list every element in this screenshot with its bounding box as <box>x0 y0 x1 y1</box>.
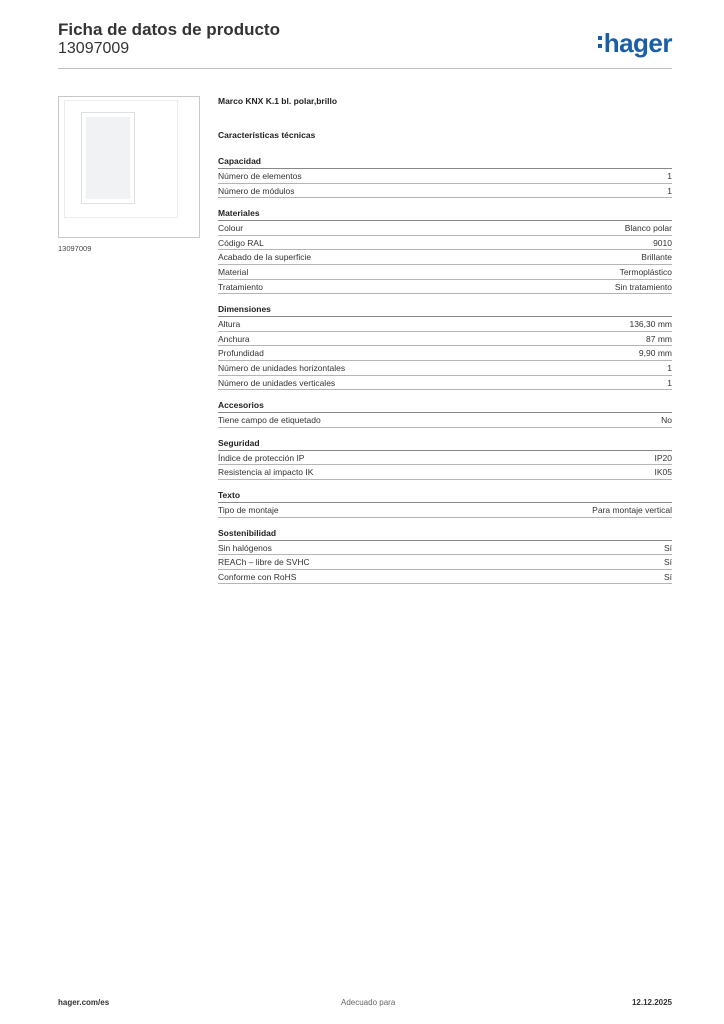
footer-suitable-for: Adecuado para <box>341 998 396 1007</box>
spec-value: IK05 <box>654 467 672 478</box>
spec-row <box>218 541 672 556</box>
product-image <box>58 96 200 238</box>
spec-value: 1 <box>667 362 672 373</box>
spec-label: Número de elementos <box>218 171 302 181</box>
spec-section <box>218 400 672 428</box>
header-divider <box>58 68 672 69</box>
spec-row <box>218 169 672 184</box>
spec-value: Sí <box>663 571 672 582</box>
product-image-caption: 13097009 <box>58 244 92 253</box>
spec-value: 1 <box>667 171 672 181</box>
page-header <box>58 20 672 70</box>
spec-section <box>218 208 672 294</box>
spec-label: Tiene campo de etiquetado <box>218 415 321 426</box>
product-code: 13097009 <box>58 40 130 57</box>
spec-row <box>218 236 672 251</box>
logo-text: hager <box>603 28 672 58</box>
spec-row <box>218 451 672 466</box>
spec-row <box>218 250 672 265</box>
spec-value: Brillante <box>641 252 672 263</box>
spec-label: Colour <box>218 223 244 234</box>
spec-row <box>218 265 672 280</box>
spec-label: Número de unidades verticales <box>218 377 336 388</box>
spec-row <box>218 413 672 428</box>
spec-row <box>218 332 672 347</box>
spec-row <box>218 361 672 376</box>
spec-value: 87 mm <box>646 333 672 344</box>
section-title: Accesorios <box>218 400 672 413</box>
spec-section <box>218 304 672 390</box>
spec-value: 9010 <box>653 237 672 248</box>
technical-characteristics-title: Características técnicas <box>218 130 316 140</box>
section-title: Dimensiones <box>218 304 672 317</box>
spec-value: Blanco polar <box>624 223 672 234</box>
spec-row <box>218 346 672 361</box>
spec-label: Conforme con RoHS <box>218 571 297 582</box>
spec-label: Número de módulos <box>218 185 295 196</box>
spec-row <box>218 570 672 585</box>
spec-row <box>218 184 672 199</box>
spec-value: Sí <box>663 542 672 553</box>
spec-label: Tratamiento <box>218 281 264 292</box>
spec-value: 136,30 mm <box>629 319 672 330</box>
section-title: Seguridad <box>218 438 672 451</box>
spec-label: Tipo de montaje <box>218 504 279 515</box>
spec-value: 9,90 mm <box>638 348 672 359</box>
spec-label: Índice de protección IP <box>218 452 305 463</box>
spec-label: Altura <box>218 319 241 330</box>
frame-opening <box>82 113 134 203</box>
spec-row <box>218 376 672 391</box>
section-title: Materiales <box>218 208 672 221</box>
spec-row <box>218 221 672 236</box>
section-title: Sostenibilidad <box>218 528 672 541</box>
spec-label: Sin halógenos <box>218 542 272 553</box>
document-title: Ficha de datos de producto <box>58 20 280 39</box>
footer-website[interactable]: hager.com/es <box>58 998 110 1007</box>
product-specifications <box>218 96 672 594</box>
spec-section <box>218 438 672 480</box>
spec-label: Acabado de la superficie <box>218 252 312 263</box>
spec-value: IP20 <box>654 452 672 463</box>
spec-label: Anchura <box>218 333 250 344</box>
hager-logo <box>598 28 672 59</box>
section-title: Texto <box>218 490 672 503</box>
spec-value: Termoplástico <box>619 266 672 277</box>
spec-section <box>218 490 672 518</box>
spec-value: Para montaje vertical <box>592 504 672 515</box>
spec-label: Código RAL <box>218 237 264 248</box>
spec-row <box>218 555 672 570</box>
spec-row <box>218 317 672 332</box>
footer-date: 12.12.2025 <box>631 998 672 1007</box>
spec-sections <box>218 156 672 584</box>
spec-label: Resistencia al impacto IK <box>218 467 314 478</box>
spec-value: Sí <box>663 557 672 568</box>
spec-row <box>218 503 672 518</box>
spec-value: No <box>661 415 672 426</box>
spec-label: Profundidad <box>218 348 264 359</box>
spec-row <box>218 465 672 480</box>
spec-label: Número de unidades horizontales <box>218 362 346 373</box>
frame-plate-image <box>65 101 177 217</box>
spec-value: Sin tratamiento <box>614 281 672 292</box>
spec-label: REACh – libre de SVHC <box>218 557 310 568</box>
spec-section <box>218 156 672 198</box>
spec-row <box>218 280 672 295</box>
product-name: Marco KNX K.1 bl. polar,brillo <box>218 96 338 106</box>
spec-value: 1 <box>667 377 672 388</box>
section-title: Capacidad <box>218 156 672 169</box>
spec-section <box>218 528 672 585</box>
spec-value: 1 <box>667 185 672 196</box>
spec-label: Material <box>218 266 249 277</box>
